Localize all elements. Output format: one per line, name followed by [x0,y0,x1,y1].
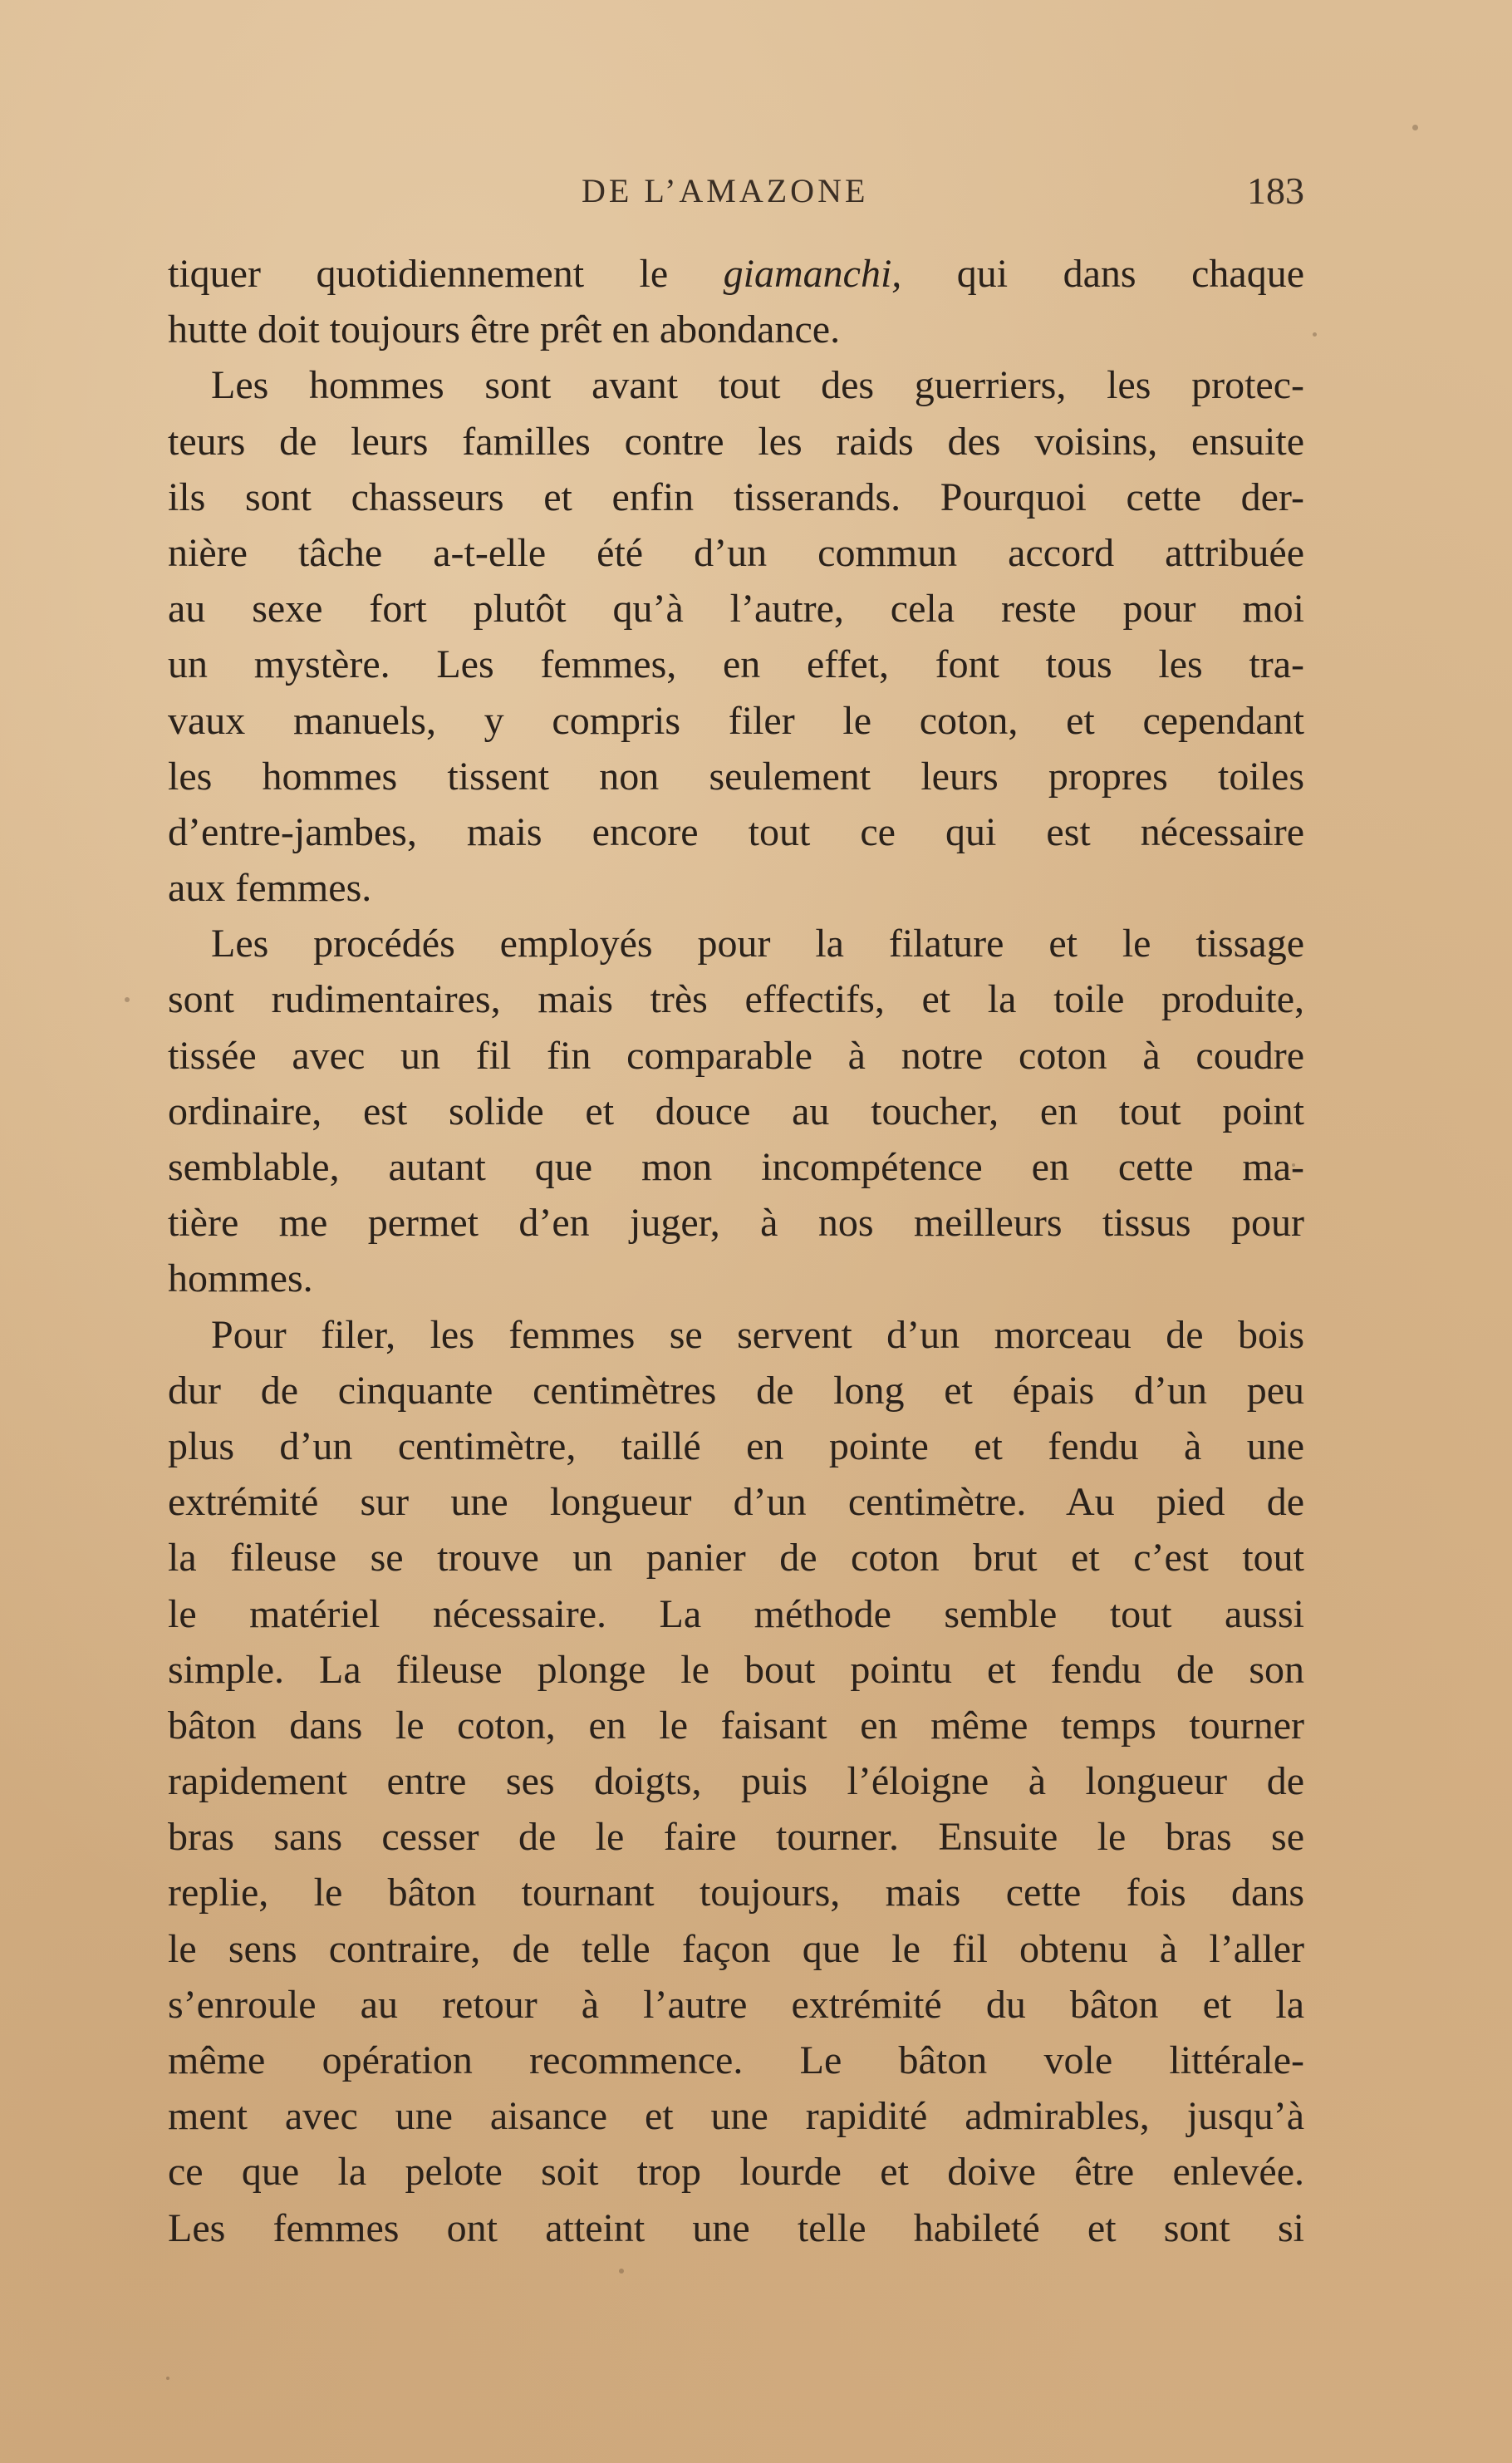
body-text [168,246,1304,2256]
text-line: d’entre-jambes, mais encore tout ce qui est nécessaire [168,809,1304,854]
text-line: ils sont chasseurs et enfin tisserands. Pourquoi cette der- [168,474,1304,519]
paper-speck [1412,125,1418,130]
paper-speck [125,997,130,1002]
text-line: au sexe fort plutôt qu’à l’autre, cela reste pour moi [168,587,1304,632]
running-header [0,166,1512,216]
text-line: aux femmes. [168,866,372,911]
paper-speck [1292,1163,1295,1167]
text-line: tiquer quotidiennement le giamanchi, qui dans chaque [168,252,1304,296]
text-line: rapidement entre ses doigts, puis l’éloigne à longueur de [168,1759,1304,1804]
text-line: hommes. [168,1256,313,1301]
text-line: nière tâche a-t-elle été d’un commun accord attribuée [168,530,1304,575]
paragraph-start: Les procédés employés pour la filature et le tissage [211,922,1304,966]
paper-speck [619,2269,624,2274]
paragraph-start: Pour filer, les femmes se servent d’un morceau de bois [211,1312,1304,1357]
text-line: un mystère. Les femmes, en effet, font tous les tra- [168,642,1304,687]
text-line: le matériel nécessaire. La méthode semble tout aussi [168,1591,1304,1636]
text-line: ordinaire, est solide et douce au toucher, en tout point [168,1089,1304,1133]
italic-term: giamanchi, [723,252,902,296]
text-line: le sens contraire, de telle façon que le fil obtenu à l’aller [168,1926,1304,1971]
paragraph-start: Les hommes sont avant tout des guerriers, les protec- [211,363,1304,408]
text-line: ce que la pelote soit trop lourde et doive être enlevée. [168,2150,1304,2195]
running-title: DE L’AMAZONE [582,172,869,209]
paper-speck [1313,332,1317,337]
text-line: teurs de leurs familles contre les raids des voisins, ensuite [168,419,1304,464]
text-line: plus d’un centimètre, taillé en pointe et fendu à une [168,1423,1304,1468]
text-line: simple. La fileuse plonge le bout pointu et fendu de son [168,1647,1304,1692]
text-line: extrémité sur une longueur d’un centimètre. Au pied de [168,1480,1304,1525]
text-line: ment avec une aisance et une rapidité admirables, jusqu’à [168,2094,1304,2139]
text-line: tière me permet d’en juger, à nos meilleurs tissus pour [168,1201,1304,1246]
text-line: semblable, autant que mon incompétence en cette ma- [168,1145,1304,1189]
text-line: même opération recommence. Le bâton vole littérale- [168,2038,1304,2082]
text-line: sont rudimentaires, mais très effectifs, et la toile produite, [168,977,1304,1022]
text-line: tissée avec un fil fin comparable à notre coton à coudre [168,1033,1304,1078]
text-line: Les femmes ont atteint une telle habileté et sont si [168,2205,1304,2250]
text-line: hutte doit toujours être prêt en abondance. [168,307,841,352]
text-line: bâton dans le coton, en le faisant en même temps tourner [168,1703,1304,1748]
text-line: les hommes tissent non seulement leurs propres toiles [168,754,1304,799]
text-line: vaux manuels, y compris filer le coton, et cependant [168,698,1304,743]
paper-speck [166,2377,169,2380]
page-number: 183 [1247,170,1304,212]
text-line: dur de cinquante centimètres de long et épais d’un peu [168,1368,1304,1413]
text-line: la fileuse se trouve un panier de coton brut et c’est tout [168,1536,1304,1581]
text-line: s’enroule au retour à l’autre extrémité du bâton et la [168,1982,1304,2027]
text-line: bras sans cesser de le faire tourner. Ensuite le bras se [168,1815,1304,1860]
text-line: replie, le bâton tournant toujours, mais cette fois dans [168,1871,1304,1915]
